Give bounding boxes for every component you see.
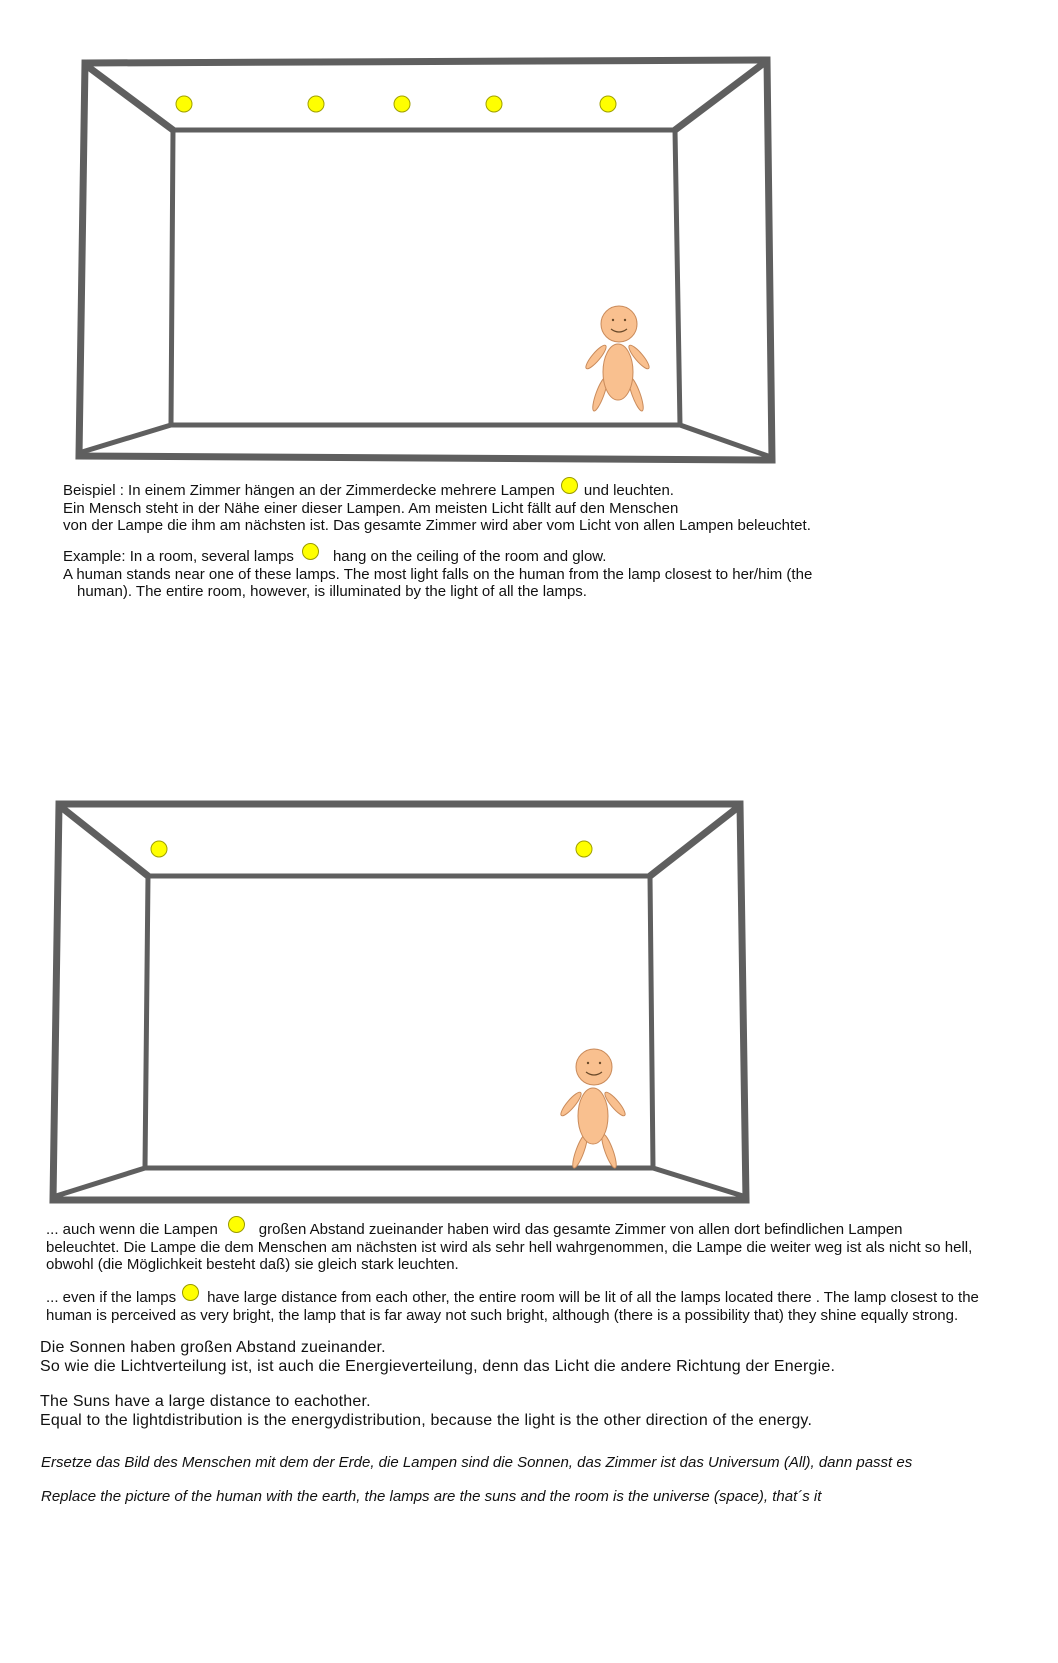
- scene2-en-text: ... even if the lamps have large distance from each other, the entire room will be lit of all the lamps located there . The lamp closest to the human is perceived as very bright, the lamp that is far away not such bright, although (there is a possibility that) they shine equally strong.: [46, 1284, 979, 1324]
- room-diagram-2: [0, 780, 1058, 1220]
- lamp-icon: [308, 96, 324, 112]
- scene2-de-line3: obwohl (die Möglichkeit besteht daß) sie gleich stark leuchten.: [46, 1256, 459, 1273]
- scene1-en-line1: Example: In a room, several lamps: [63, 548, 294, 565]
- lamp-icon: [151, 841, 167, 857]
- lamp-icon: [576, 841, 592, 857]
- scene2-de-text: ... auch wenn die Lampen großen Abstand zueinander haben wird das gesamte Zimmer von allen dort befindlichen Lampen beleuchtet. Die Lampe die dem Menschen am nächsten ist wird als sehr hell wahrgenommen, die Lampe die weiter weg ist als nicht so hell, obwohl (die Möglichkeit besteht daß) sie gleich stark leuchten.: [46, 1216, 972, 1274]
- lamp-icon: [176, 96, 192, 112]
- scene2-de-line1: ... auch wenn die Lampen: [46, 1221, 218, 1238]
- lamp-icon: [302, 543, 319, 560]
- lamp-icon: [182, 1284, 199, 1301]
- scene1-de-line1: Beispiel : In einem Zimmer hängen an der Zimmerdecke mehrere Lampen: [63, 482, 555, 499]
- scene1-en-line2: A human stands near one of these lamps. The most light falls on the human from the lamp closest to her/him (the: [63, 565, 813, 583]
- room-frame: [79, 60, 772, 460]
- scene1-de-line2: Ein Mensch steht in der Nähe einer dieser Lampen. Am meisten Licht fällt auf den Menschen: [63, 499, 679, 517]
- scene2-en-line2: human is perceived as very bright, the lamp that is far away not such bright, although (there is a possibility that) they shine equally strong.: [46, 1306, 959, 1324]
- lamp-icon: [561, 477, 578, 494]
- scene1-de-line3: von der Lampe die ihm am nächsten ist. Das gesamte Zimmer wird aber vom Licht von allen Lampen beleuchtet.: [63, 517, 811, 534]
- lamps: [151, 841, 592, 857]
- suns-de-line1: Die Sonnen haben großen Abstand zueinander.: [40, 1339, 386, 1356]
- scene2-de-line2: beleuchtet. Die Lampe die dem Menschen am nächsten ist wird als sehr hell wahrgenommen, die Lampe die weiter weg ist als nicht so hell,: [46, 1238, 973, 1256]
- suns-de-line2: So wie die Lichtverteilung ist, ist auch die Energieverteilung, denn das Licht die andere Richtung der Energie.: [40, 1358, 836, 1375]
- lamp-icon: [228, 1216, 245, 1233]
- human-figure: [583, 306, 651, 412]
- conclusion-en: Replace the picture of the human with the earth, the lamps are the suns and the room is the universe (space), that´s it: [41, 1488, 822, 1505]
- lamp-icon: [394, 96, 410, 112]
- room-frame: [53, 804, 746, 1200]
- scene1-de-text: Beispiel : In einem Zimmer hängen an der Zimmerdecke mehrere Lampen und leuchten. Ein Mensch steht in der Nähe einer dieser Lampen. Am meisten Licht fällt auf den Menschen von der Lampe die ihm am nächsten ist. Das gesamte Zimmer wird aber vom Licht von allen Lampen beleuchtet.: [63, 477, 811, 535]
- lamps: [176, 96, 616, 112]
- room-diagram-1: [0, 0, 1058, 480]
- suns-en-text: [40, 1392, 812, 1430]
- conclusion-de: Ersetze das Bild des Menschen mit dem der Erde, die Lampen sind die Sonnen, das Zimmer ist das Universum (All), dann passt es: [41, 1454, 913, 1471]
- suns-en-line2: Equal to the lightdistribution is the energydistribution, because the light is the other direction of the energy.: [40, 1412, 813, 1429]
- human-figure: [558, 1049, 627, 1169]
- lamp-icon: [486, 96, 502, 112]
- scene1-en-line3: human). The entire room, however, is illuminated by the light of all the lamps.: [77, 583, 587, 600]
- suns-de-text: [40, 1338, 835, 1376]
- scene1-en-text: Example: In a room, several lamps hang on the ceiling of the room and glow. A human stands near one of these lamps. The most light falls on the human from the lamp closest to her/him (the human). The entire room, however, is illuminated by the light of all the lamps.: [63, 543, 812, 601]
- lamp-icon: [600, 96, 616, 112]
- suns-en-line1: The Suns have a large distance to eachother.: [40, 1393, 371, 1410]
- scene2-en-line1: ... even if the lamps: [46, 1289, 177, 1306]
